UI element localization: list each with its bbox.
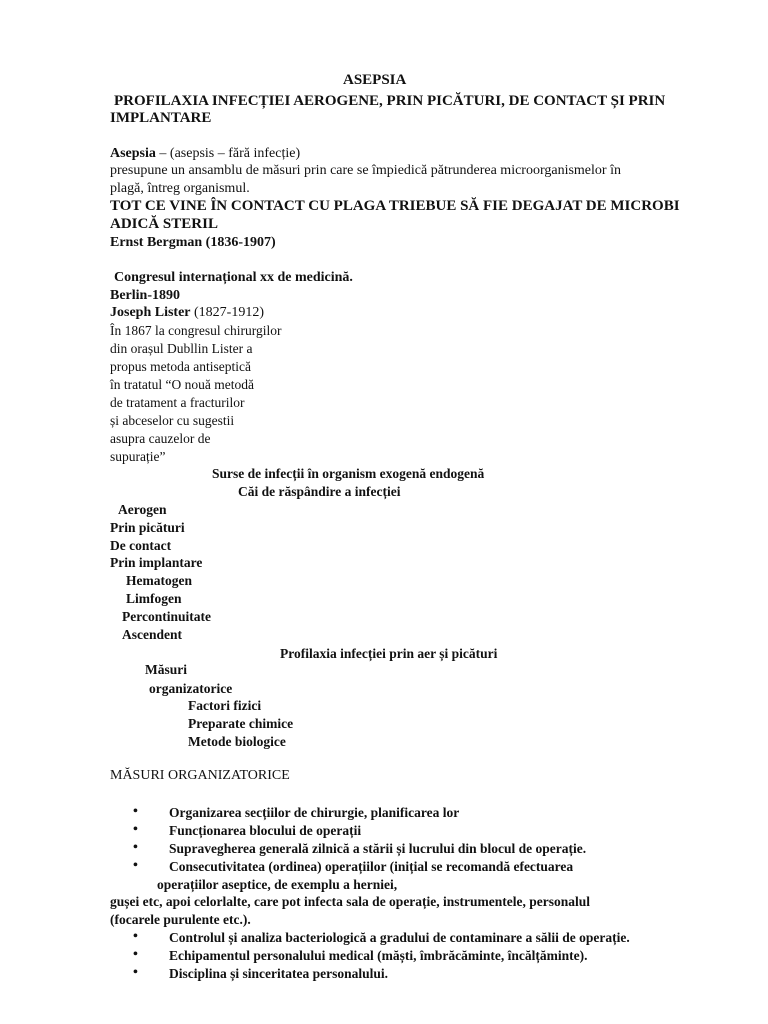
bullet-text: Controlul și analiza bacteriologică a gradului de contaminare a sălii de operație.: [169, 930, 630, 945]
measures-item: Factori fizici: [188, 698, 262, 713]
definition-text-line1: presupune un ansamblu de măsuri prin care se împiedică pătrunderea microorganismelor în: [110, 163, 621, 178]
sources-heading: Surse de infecții în organism exogenă endogenă: [212, 466, 485, 481]
path-item: Aerogen: [118, 502, 167, 517]
definition-term: Asepsia: [110, 146, 156, 161]
prophylaxis-heading: Profilaxia infecției prin aer și picături: [280, 646, 498, 661]
path-item: Percontinuitate: [122, 609, 211, 624]
lister-text-line: și abceselor cu sugestii: [110, 413, 235, 428]
path-item: Limfogen: [126, 591, 182, 606]
berlin-line: Berlin-1890: [110, 288, 180, 303]
lister-text-line: În 1867 la congresul chirurgilor: [110, 323, 282, 338]
bergman-line: Ernst Bergman (1836-1907): [110, 235, 276, 250]
lister-text-line: supurație”: [110, 449, 166, 464]
lister-line: [110, 305, 264, 321]
measures-line2: organizatorice: [149, 681, 233, 696]
bullet-text: Organizarea secțiilor de chirurgie, planificarea lor: [169, 805, 460, 820]
bullet-marker: •: [133, 858, 138, 873]
lister-text-line: în tratatul “O nouă metodă: [110, 377, 254, 392]
lister-text-line: din orașul Dubllin Lister a: [110, 341, 253, 356]
bullet-marker: •: [133, 822, 138, 837]
org-heading: MĂSURI ORGANIZATORICE: [110, 768, 290, 783]
path-item: Prin picături: [110, 520, 185, 535]
lister-text-line: asupra cauzelor de: [110, 431, 211, 446]
measures-item: Preparate chimice: [188, 716, 294, 731]
bullet-text: Funcționarea blocului de operații: [169, 823, 362, 838]
path-item: Ascendent: [122, 627, 182, 642]
path-item: Prin implantare: [110, 555, 203, 570]
bullet-text-continuation: (focarele purulente etc.).: [110, 912, 251, 927]
bullet-marker: •: [133, 929, 138, 944]
principle-line2: ADICĂ STERIL: [110, 216, 218, 232]
measures-line1: Măsuri: [145, 662, 187, 677]
lister-text-line: propus metoda antiseptică: [110, 359, 251, 374]
lister-years: (1827-1912): [190, 305, 264, 320]
definition-term-suffix: – (asepsis – fără infecție): [155, 146, 301, 161]
bullet-marker: •: [133, 947, 138, 962]
bullet-marker: •: [133, 965, 138, 980]
bullet-text: Disciplina și sinceritatea personalului.: [169, 966, 389, 981]
bullet-text-continuation: gușei etc, apoi celorlalte, care pot infecta sala de operație, instrumentele, personalul: [110, 894, 591, 909]
bullet-marker: •: [133, 840, 138, 855]
bullet-marker: •: [133, 804, 138, 819]
document-subtitle-line2: IMPLANTARE: [110, 110, 212, 126]
lister-text-line: de tratament a fracturilor: [110, 395, 245, 410]
definition-text-line2: plagă, întreg organismul.: [110, 181, 250, 196]
bullet-text: Consecutivitatea (ordinea) operațiilor (inițial se recomandă efectuarea: [169, 859, 574, 874]
measures-item: Metode biologice: [188, 734, 286, 749]
lister-name: Joseph Lister: [110, 305, 191, 320]
congress-line: Congresul internațional xx de medicină.: [114, 270, 353, 285]
paths-heading: Căi de răspândire a infecției: [238, 484, 401, 499]
principle-line1: TOT CE VINE ÎN CONTACT CU PLAGA TRIEBUE SĂ FIE DEGAJAT DE MICROBI: [110, 198, 680, 214]
bullet-text: Echipamentul personalului medical (măști, îmbrăcăminte, încălțăminte).: [169, 948, 588, 963]
path-item: Hematogen: [126, 573, 192, 588]
bullet-text-continuation: operațiilor aseptice, de exemplu a herniei,: [157, 877, 398, 892]
path-item: De contact: [110, 538, 172, 553]
document-subtitle-line1: PROFILAXIA INFECȚIEI AEROGENE, PRIN PICĂTURI, DE CONTACT ȘI PRIN: [114, 93, 666, 109]
bullet-text: Supravegherea generală zilnică a stării și lucrului din blocul de operație.: [169, 841, 587, 856]
document-title: ASEPSIA: [343, 72, 407, 88]
definition-heading: [110, 146, 300, 162]
